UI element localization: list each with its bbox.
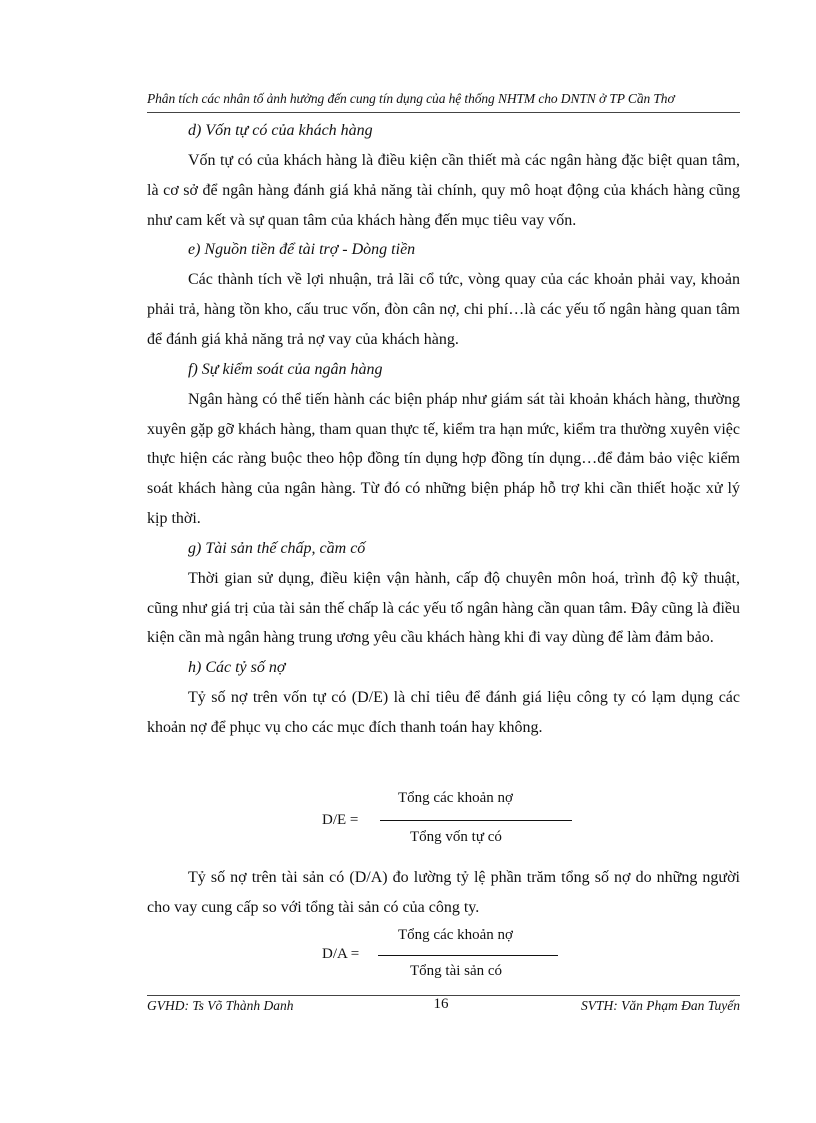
section-heading-e: e) Nguồn tiền để tài trợ - Dòng tiền	[188, 241, 416, 259]
footer-advisor: GVHD: Ts Võ Thành Danh	[147, 998, 294, 1013]
section-heading-h: h) Các tỷ số nợ	[188, 659, 286, 677]
section-text-da: Tỷ số nợ trên tài sản có (D/A) đo lường tỷ lệ phần trăm tổng số nợ do những người cho vay cung cấp so với tổng tài sản có của công ty.	[147, 869, 740, 916]
section-text-f: Ngân hàng có thể tiến hành các biện pháp như giám sát tài khoản khách hàng, thường xuyên gặp gỡ khách hàng, tham quan thực tế, kiểm tra hạn mức, kiểm tra thường xuyên việc thực hiện các ràng buộc theo hộp đồng tín dụng hợp đồng tín dụng…để đảm bảo việc kiểm soát khách hàng của ngân hàng. Từ đó có những biện pháp hỗ trợ khi cần thiết hoặc xử lý kịp thời.	[147, 390, 740, 527]
formula-de-label: D/E =	[322, 812, 359, 828]
section-heading-g: g) Tài sản thế chấp, cầm cố	[188, 539, 366, 557]
section-text-h: Tỷ số nợ trên vốn tự có (D/E) là chỉ tiêu để đánh giá liệu công ty có lạm dụng các khoản nợ để phục vụ cho các mục đích thanh toán hay không.	[147, 689, 740, 736]
formula-da-numerator: Tổng các khoản nợ	[398, 927, 513, 943]
formula-de-numerator: Tổng các khoản nợ	[398, 790, 513, 806]
header-rule	[147, 112, 740, 113]
footer-student: SVTH: Văn Phạm Đan Tuyến	[581, 998, 740, 1013]
formula-da-denominator: Tổng tài sản có	[410, 963, 503, 979]
section-heading-d: d) Vốn tự có của khách hàng	[188, 122, 373, 139]
formula-da-label: D/A =	[322, 946, 360, 962]
section-text-da-wrapper	[147, 863, 740, 923]
page-number: 16	[433, 996, 449, 1012]
section-text-g: Thời gian sử dụng, điều kiện vận hành, cấp độ chuyên môn hoá, trình độ kỹ thuật, cũng như giá trị của tài sản thế chấp là các yếu tố ngân hàng cần quan tâm. Đây cũng là điều kiện cần mà ngân hàng trung ương yêu cầu khách hàng khi đi vay dùng để làm đảm bảo.	[147, 569, 740, 647]
section-heading-f: f) Sự kiểm soát của ngân hàng	[188, 360, 383, 378]
formula-de-fraction-bar	[380, 820, 572, 821]
page-body	[147, 116, 740, 743]
formula-da-fraction-bar	[378, 955, 558, 956]
section-text-e: Các thành tích về lợi nhuận, trả lãi cổ tức, vòng quay của các khoản phải vay, khoản phải trả, hàng tồn kho, cấu truc vốn, đòn cân nợ, chi phí…là các yếu tố ngân hàng quan tâm để đánh giá khả năng trả nợ vay của khách hàng.	[147, 271, 740, 348]
section-text-d: Vốn tự có của khách hàng là điều kiện cần thiết mà các ngân hàng đặc biệt quan tâm, là cơ sở để ngân hàng đánh giá khả năng tài chính, quy mô hoạt động của khách hàng cũng như cam kết và sự quan tâm của khách hàng đến mục tiêu vay vốn.	[147, 152, 740, 229]
running-header: Phân tích các nhân tố ảnh hưởng đến cung tín dụng của hệ thống NHTM cho DNTN ở TP Cần Thơ	[147, 91, 675, 106]
formula-de-denominator: Tổng vốn tự có	[410, 829, 502, 845]
